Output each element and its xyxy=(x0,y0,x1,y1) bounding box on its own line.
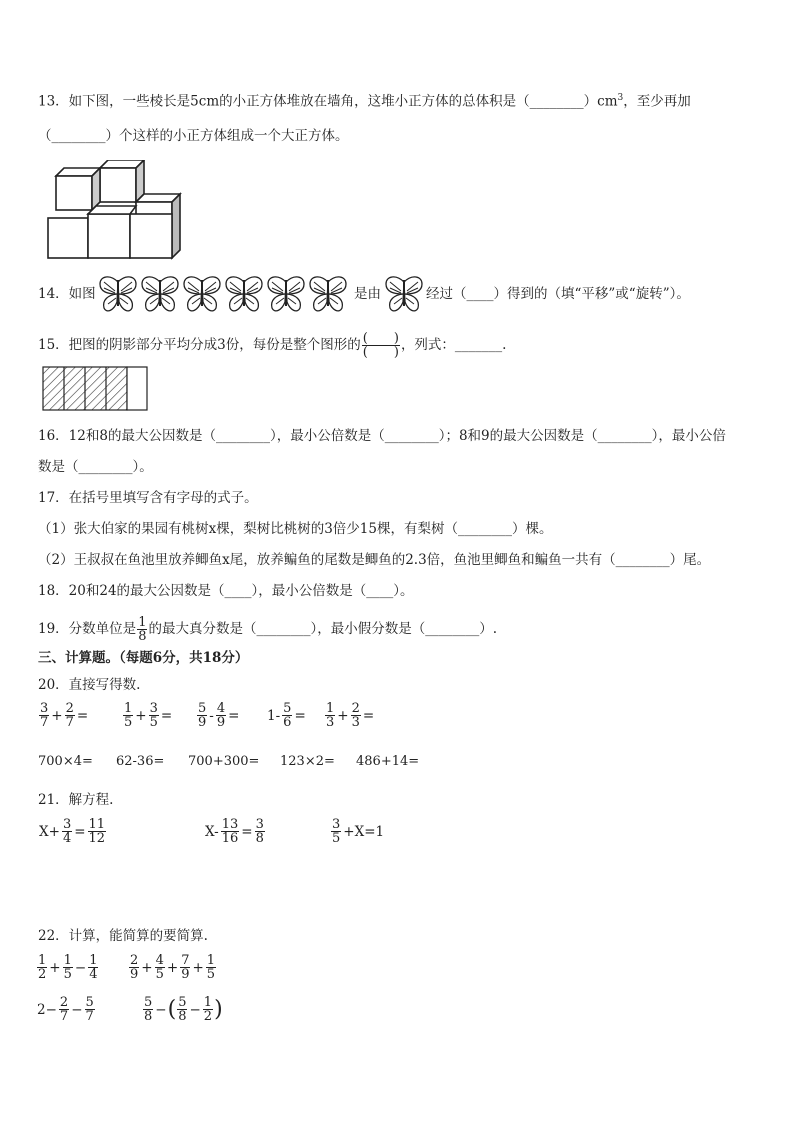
operator: + xyxy=(135,707,147,724)
q21-equation-1 xyxy=(38,818,107,845)
operator: + xyxy=(166,959,179,976)
frac-num: 13 xyxy=(221,817,239,832)
frac-den: 8 xyxy=(255,831,264,846)
q14-suffix: 经过（____）得到的（填“平移”或“旋转”）。 xyxy=(426,286,690,302)
frac-den: 5 xyxy=(332,831,341,846)
q20-expr-4 xyxy=(266,702,307,729)
q15-num: ( ) xyxy=(362,331,399,346)
frac-den: 5 xyxy=(124,715,133,730)
q22-expr-4 xyxy=(142,996,223,1023)
q13-text-b: ，至少再加 xyxy=(623,93,691,110)
q21-title: 21．解方程. xyxy=(38,792,114,808)
frac-den: 7 xyxy=(65,715,74,730)
frac-num: 3 xyxy=(62,817,72,832)
frac-den: 8 xyxy=(144,1009,153,1024)
frac-den: 3 xyxy=(351,715,360,730)
q18-line: 18．20和24的最大公因数是（____），最小公倍数是（____）。 xyxy=(38,583,414,599)
equals: = xyxy=(362,707,375,724)
q21-equation-2 xyxy=(204,818,266,845)
operator: + xyxy=(51,707,63,724)
q13-sup: 3 xyxy=(617,93,624,103)
q20-row2-item-5: 486+14= xyxy=(356,754,420,769)
q13-line2: （________）个这样的小正方体组成一个大正方体。 xyxy=(38,128,349,144)
frac-den: 3 xyxy=(326,715,335,730)
frac-num: 5 xyxy=(283,701,292,716)
q19-den: 8 xyxy=(138,629,147,644)
frac-den: 8 xyxy=(178,1009,187,1024)
frac-num: 7 xyxy=(181,953,190,968)
frac-num: 1 xyxy=(89,953,98,968)
q13-text-a: 13．如下图，一些棱长是5cm的小正方体堆放在墙角，这堆小正方体的总体积是（________）cm xyxy=(38,93,618,110)
q20-row2-item-1: 700×4= xyxy=(38,754,93,769)
frac-den: 7 xyxy=(85,1009,94,1024)
lead-term: X- xyxy=(205,823,219,840)
q20-row2-item-3: 700+300= xyxy=(188,754,260,769)
q14-middle: 是由 xyxy=(354,286,381,302)
frac-num: 3 xyxy=(332,817,341,832)
q22-title: 22．计算，能简算的要简算. xyxy=(38,928,208,944)
q19-line xyxy=(38,612,497,646)
frac-num: 1 xyxy=(63,953,72,968)
q15-fraction xyxy=(362,332,400,359)
equals: = xyxy=(241,823,253,840)
frac-den: 4 xyxy=(62,831,72,846)
frac-num: 1 xyxy=(38,953,47,968)
operator: + xyxy=(141,959,153,976)
operator: + xyxy=(49,959,61,976)
q20-expr-5 xyxy=(324,702,375,729)
frac-num: 4 xyxy=(155,953,164,968)
frac-num: 1 xyxy=(203,995,213,1010)
operator: + xyxy=(337,707,349,724)
frac-den: 4 xyxy=(89,967,98,982)
operator: − xyxy=(74,959,87,976)
tail-term: +X=1 xyxy=(343,823,385,840)
frac-den: 5 xyxy=(155,967,164,982)
frac-num: 3 xyxy=(40,701,49,716)
frac-num: 1 xyxy=(206,953,216,968)
frac-num: 1 xyxy=(326,701,335,716)
close-paren: ) xyxy=(214,997,223,1022)
frac-den: 9 xyxy=(216,715,226,730)
q20-expr-3 xyxy=(196,702,240,729)
operator: − xyxy=(189,1001,201,1018)
frac-num: 5 xyxy=(85,995,94,1010)
frac-num: 5 xyxy=(178,995,187,1010)
q20-expr-2 xyxy=(122,702,173,729)
frac-den: 7 xyxy=(59,1009,69,1024)
frac-den: 5 xyxy=(206,967,216,982)
q13-line1 xyxy=(38,88,691,112)
frac-num: 5 xyxy=(198,701,207,716)
frac-num: 1 xyxy=(124,701,133,716)
frac-den: 9 xyxy=(181,967,190,982)
butterfly-row-figure xyxy=(98,274,352,314)
q17-part2: （2）王叔叔在鱼池里放养鲫鱼x尾，放养鳊鱼的尾数是鲫鱼的2.3倍，鱼池里鲫鱼和鳊鱼一共有（________）尾。 xyxy=(38,552,711,568)
q15-suffix: ，列式：_______. xyxy=(400,337,507,353)
equals: = xyxy=(74,823,86,840)
q15-line xyxy=(38,327,506,363)
equals: = xyxy=(294,707,306,724)
q14-prefix: 14．如图 xyxy=(38,286,96,302)
equals: = xyxy=(76,707,89,724)
frac-den: 9 xyxy=(198,715,207,730)
equals: = xyxy=(228,707,240,724)
frac-den: 2 xyxy=(38,967,47,982)
q20-expr-1 xyxy=(38,702,89,729)
lead-term: 2− xyxy=(37,1001,57,1018)
equals: = xyxy=(160,707,173,724)
frac-num: 2 xyxy=(59,995,69,1010)
open-paren: ( xyxy=(167,997,177,1022)
q16-line2: 数是（________）。 xyxy=(38,459,153,475)
frac-den: 2 xyxy=(203,1009,213,1024)
frac-num: 5 xyxy=(144,995,153,1010)
q15-den: ( ) xyxy=(362,345,399,360)
frac-den: 7 xyxy=(40,715,49,730)
operator: + xyxy=(192,959,204,976)
frac-den: 12 xyxy=(88,831,106,846)
q14-line xyxy=(38,284,96,304)
q22-expr-2 xyxy=(128,954,217,981)
cube-stack-figure xyxy=(44,160,186,260)
frac-num: 2 xyxy=(130,953,139,968)
section-3-heading: 三、计算题。（每题6分，共18分） xyxy=(38,650,249,666)
frac-num: 4 xyxy=(216,701,226,716)
q17-title: 17．在括号里填写含有字母的式子。 xyxy=(38,490,258,506)
q20-title: 20．直接写得数. xyxy=(38,677,141,693)
frac-num: 2 xyxy=(65,701,74,716)
q19-prefix: 19．分数单位是 xyxy=(38,621,137,637)
q16-line1: 16．12和8的最大公因数是（________），最小公倍数是（________）；8和9的最大公因数是（________），最小公倍 xyxy=(38,428,726,444)
frac-den: 5 xyxy=(63,967,72,982)
frac-num: 3 xyxy=(149,701,158,716)
frac-den: 16 xyxy=(221,831,239,846)
q19-num: 1 xyxy=(138,615,147,630)
q19-suffix: 的最大真分数是（________），最小假分数是（________）. xyxy=(148,621,498,637)
frac-den: 9 xyxy=(130,967,139,982)
frac-num: 2 xyxy=(351,701,360,716)
q21-equation-3 xyxy=(330,818,385,845)
butterfly-single-figure xyxy=(384,274,426,314)
q15-prefix: 15．把图的阴影部分平均分成3份，每份是整个图形的 xyxy=(38,337,361,353)
q22-expr-3 xyxy=(36,996,96,1023)
frac-den: 6 xyxy=(283,715,292,730)
operator: - xyxy=(209,707,214,724)
frac-den: 5 xyxy=(149,715,158,730)
frac-num: 11 xyxy=(88,817,106,832)
q22-expr-1 xyxy=(36,954,99,981)
lead-term: 1- xyxy=(267,707,281,724)
shaded-rectangle-figure xyxy=(42,366,148,412)
frac-num: 3 xyxy=(255,817,264,832)
lead-term: X+ xyxy=(39,823,60,840)
q20-row2-item-2: 62-36= xyxy=(116,754,165,769)
operator: − xyxy=(71,1001,83,1018)
q17-part1: （1）张大伯家的果园有桃树x棵，梨树比桃树的3倍少15棵，有梨树（________）棵。 xyxy=(38,521,553,537)
q19-fraction xyxy=(137,616,147,643)
operator: − xyxy=(155,1001,167,1018)
q20-row2-item-4: 123×2= xyxy=(280,754,335,769)
